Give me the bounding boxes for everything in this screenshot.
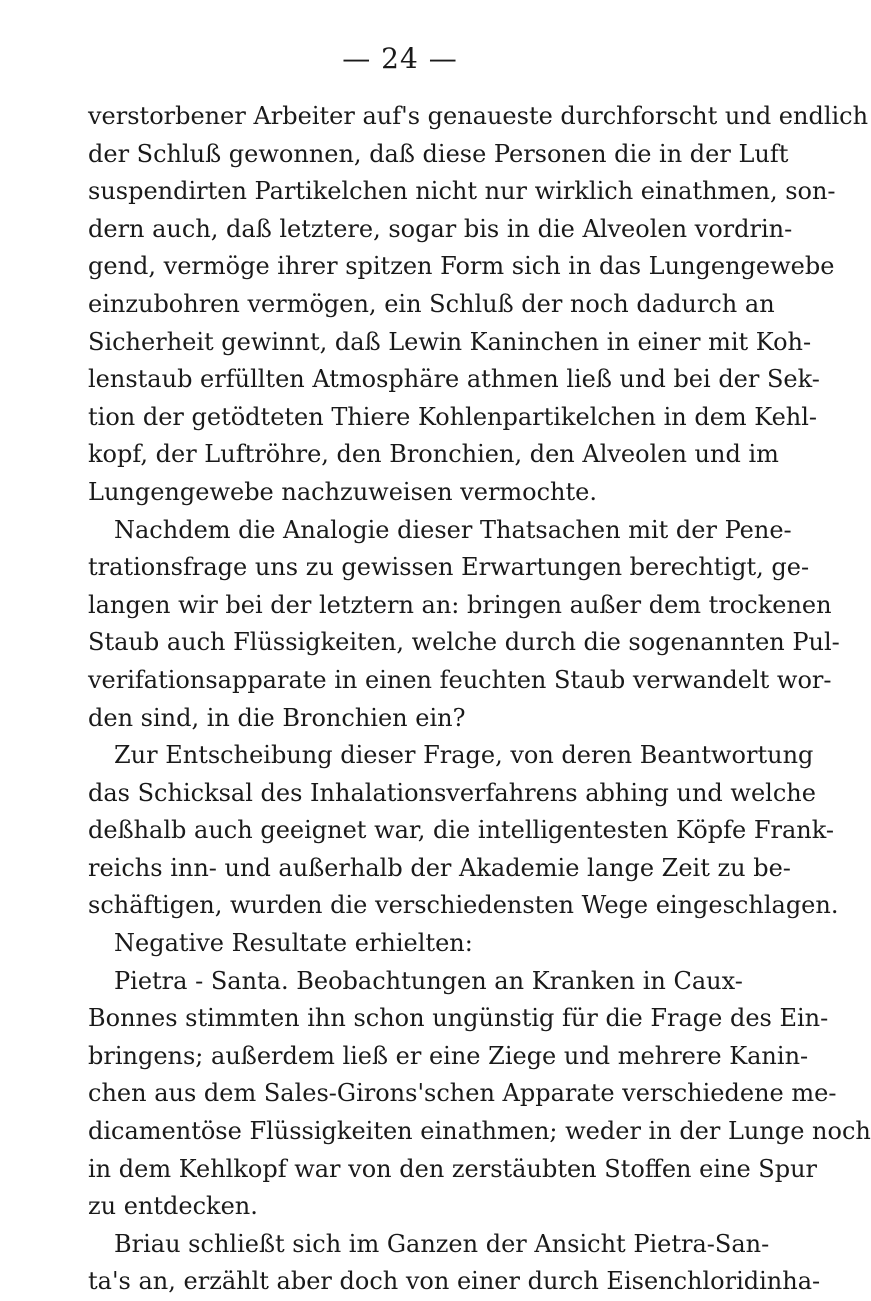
text-line: chen aus dem Sales-Girons'schen Apparate verschiedene me- bbox=[88, 1079, 837, 1108]
text-line: zu entdecken. bbox=[88, 1192, 258, 1221]
text-line: in dem Kehlkopf war von den zerstäubten Stoffen eine Spur bbox=[88, 1154, 818, 1183]
text-line: langen wir bei der letztern an: bringen außer dem trockenen bbox=[88, 590, 832, 619]
text-line: tion der getödteten Thiere Kohlenpartikelchen in dem Kehl- bbox=[88, 402, 818, 431]
text-line: Lungengewebe nachzuweisen vermochte. bbox=[88, 477, 597, 506]
text-line: verstorbener Arbeiter auf's genaueste durchforscht und endlich bbox=[88, 102, 869, 130]
page-number: — 24 — bbox=[342, 42, 458, 75]
text-line: lenstaub erfüllten Atmosphäre athmen ließ und bei der Sek- bbox=[88, 365, 820, 394]
text-line: trationsfrage uns zu gewissen Erwartungen berechtigt, ge- bbox=[88, 553, 810, 582]
paragraph-start: Nachdem die Analogie dieser Thatsachen mit der Pene- bbox=[114, 515, 792, 544]
text-line: das Schicksal des Inhalationsverfahrens abhing und welche bbox=[88, 778, 816, 807]
paragraph-start: Pietra - Santa. Beobachtungen an Kranken in Caux- bbox=[114, 966, 743, 995]
text-line: suspendirten Partikelchen nicht nur wirklich einathmen, son- bbox=[88, 177, 836, 206]
text-line: gend, vermöge ihrer spitzen Form sich in das Lungengewebe bbox=[88, 252, 835, 281]
text-line: Bonnes stimmten ihn schon ungünstig für die Frage des Ein- bbox=[88, 1004, 829, 1033]
paragraph-start: Negative Resultate erhielten: bbox=[114, 929, 473, 958]
text-line: kopf, der Luftröhre, den Bronchien, den Alveolen und im bbox=[88, 440, 779, 469]
text-line: ta's an, erzählt aber doch von einer durch Eisenchloridinha- bbox=[88, 1267, 821, 1296]
text-line: dern auch, daß letztere, sogar bis in die Alveolen vordrin- bbox=[88, 214, 793, 243]
text-line: bringens; außerdem ließ er eine Ziege und mehrere Kanin- bbox=[88, 1041, 809, 1070]
text-line: verifationsapparate in einen feuchten Staub verwandelt wor- bbox=[88, 665, 832, 694]
text-line: dicamentöse Flüssigkeiten einathmen; weder in der Lunge noch bbox=[88, 1117, 871, 1146]
text-line: schäftigen, wurden die verschiedensten Wege eingeschlagen. bbox=[88, 891, 839, 920]
paragraph-start: Zur Entscheibung dieser Frage, von deren Beantwortung bbox=[114, 741, 814, 770]
text-line: Staub auch Flüssigkeiten, welche durch die sogenannten Pul- bbox=[88, 628, 840, 657]
paragraph-start: Briau schließt sich im Ganzen der Ansicht Pietra-San- bbox=[114, 1229, 770, 1258]
text-line: der Schluß gewonnen, daß diese Personen die in der Luft bbox=[88, 139, 789, 168]
text-line: deßhalb auch geeignet war, die intelligentesten Köpfe Frank- bbox=[88, 816, 834, 845]
text-line: Sicherheit gewinnt, daß Lewin Kaninchen in einer mit Koh- bbox=[88, 327, 812, 356]
text-line: einzubohren vermögen, ein Schluß der noch dadurch an bbox=[88, 289, 775, 318]
text-line: den sind, in die Bronchien ein? bbox=[88, 703, 466, 732]
text-line: reichs inn- und außerhalb der Akademie lange Zeit zu be- bbox=[88, 853, 791, 882]
body-text bbox=[88, 98, 871, 1301]
